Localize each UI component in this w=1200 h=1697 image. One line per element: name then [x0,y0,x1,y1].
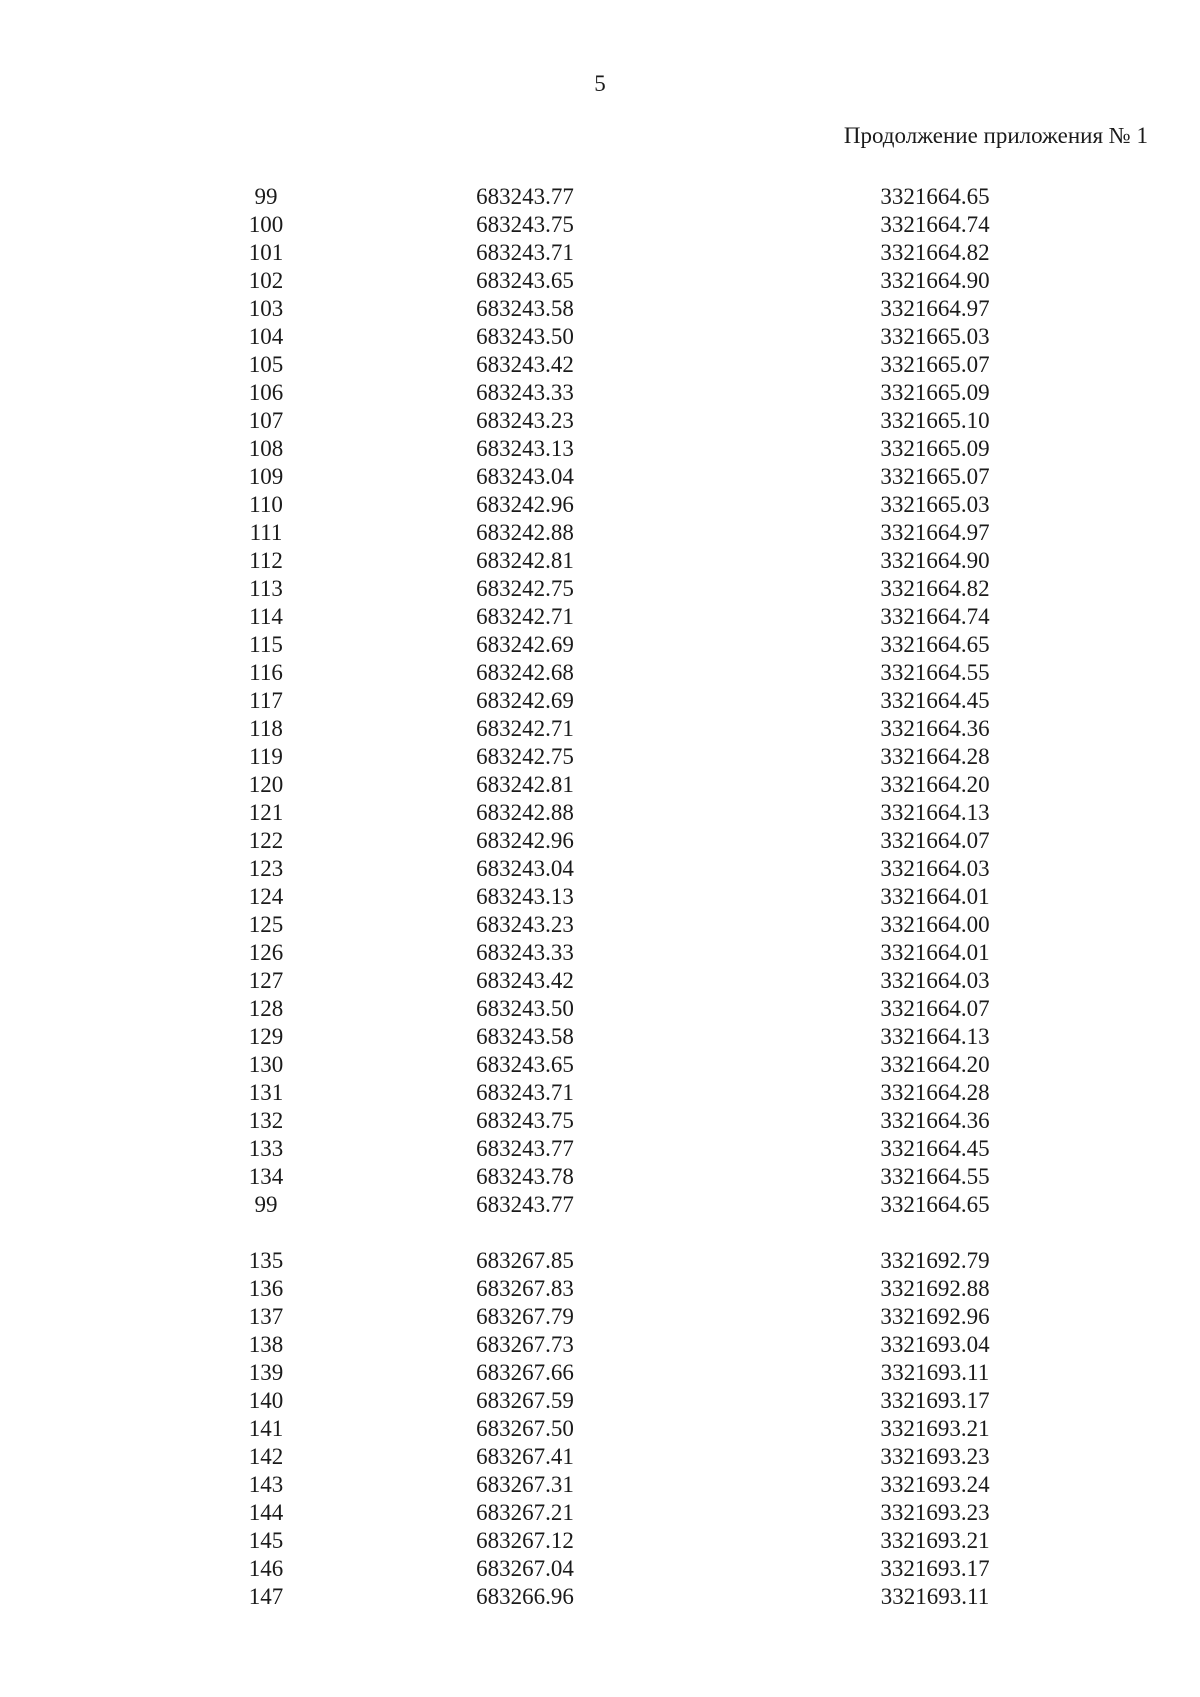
point-number-cell: 132 [248,1108,284,1133]
x-coordinate-cell: 683243.33 [476,380,574,405]
point-number-cell: 105 [248,352,284,377]
y-coordinate-cell: 3321664.00 [880,912,990,937]
table-row [0,1275,1200,1303]
y-coordinate-cell: 3321664.13 [880,1024,990,1049]
x-coordinate-cell: 683242.75 [476,744,574,769]
table-row [0,771,1200,799]
point-number-cell: 121 [248,800,284,825]
y-coordinate-cell: 3321693.17 [880,1556,990,1581]
y-coordinate-cell: 3321693.17 [880,1388,990,1413]
y-coordinate-cell: 3321664.28 [880,1080,990,1105]
page-number: 5 [594,71,606,96]
point-number-cell: 99 [254,1192,278,1217]
y-coordinate-cell: 3321693.21 [880,1528,990,1553]
table-row [0,519,1200,547]
x-coordinate-cell: 683243.71 [476,1080,574,1105]
table-row [0,715,1200,743]
point-number-cell: 143 [248,1472,284,1497]
x-coordinate-cell: 683243.04 [476,464,574,489]
y-coordinate-cell: 3321664.45 [880,688,990,713]
point-number-cell: 122 [248,828,284,853]
table-row [0,631,1200,659]
point-number-cell: 125 [248,912,284,937]
y-coordinate-cell: 3321664.97 [880,296,990,321]
point-number-cell: 127 [248,968,284,993]
x-coordinate-cell: 683243.13 [476,436,574,461]
x-coordinate-cell: 683267.59 [476,1388,574,1413]
point-number-cell: 123 [248,856,284,881]
y-coordinate-cell: 3321693.21 [880,1416,990,1441]
table-row [0,1303,1200,1331]
table-row [0,687,1200,715]
table-row [0,1191,1200,1219]
point-number-cell: 144 [248,1500,284,1525]
x-coordinate-cell: 683243.13 [476,884,574,909]
x-coordinate-cell: 683242.71 [476,716,574,741]
x-coordinate-cell: 683242.88 [476,520,574,545]
y-coordinate-cell: 3321664.74 [880,212,990,237]
x-coordinate-cell: 683243.23 [476,408,574,433]
point-number-cell: 101 [248,240,284,265]
table-row [0,1107,1200,1135]
x-coordinate-cell: 683243.50 [476,996,574,1021]
coordinate-block [0,183,1200,1219]
point-number-cell: 136 [248,1276,284,1301]
x-coordinate-cell: 683242.68 [476,660,574,685]
table-row [0,743,1200,771]
x-coordinate-cell: 683267.83 [476,1276,574,1301]
point-number-cell: 128 [248,996,284,1021]
y-coordinate-cell: 3321665.03 [880,324,990,349]
y-coordinate-cell: 3321664.01 [880,884,990,909]
x-coordinate-cell: 683243.77 [476,1136,574,1161]
y-coordinate-cell: 3321664.36 [880,716,990,741]
point-number-cell: 139 [248,1360,284,1385]
y-coordinate-cell: 3321693.04 [880,1332,990,1357]
table-row [0,463,1200,491]
y-coordinate-cell: 3321665.09 [880,380,990,405]
y-coordinate-cell: 3321693.23 [880,1500,990,1525]
point-number-cell: 142 [248,1444,284,1469]
x-coordinate-cell: 683243.75 [476,212,574,237]
point-number-cell: 140 [248,1388,284,1413]
y-coordinate-cell: 3321664.97 [880,520,990,545]
point-number-cell: 124 [248,884,284,909]
y-coordinate-cell: 3321664.65 [880,1192,990,1217]
y-coordinate-cell: 3321665.07 [880,352,990,377]
point-number-cell: 138 [248,1332,284,1357]
point-number-cell: 108 [248,436,284,461]
point-number-cell: 147 [248,1584,284,1609]
point-number-cell: 109 [248,464,284,489]
point-number-cell: 104 [248,324,284,349]
table-row [0,1163,1200,1191]
y-coordinate-cell: 3321664.82 [880,240,990,265]
point-number-cell: 129 [248,1024,284,1049]
x-coordinate-cell: 683242.96 [476,828,574,853]
point-number-cell: 119 [249,744,283,769]
table-row [0,491,1200,519]
y-coordinate-cell: 3321664.74 [880,604,990,629]
y-coordinate-cell: 3321693.24 [880,1472,990,1497]
table-row [0,855,1200,883]
table-row [0,435,1200,463]
y-coordinate-cell: 3321664.36 [880,1108,990,1133]
table-row [0,603,1200,631]
table-row [0,295,1200,323]
x-coordinate-cell: 683242.88 [476,800,574,825]
point-number-cell: 145 [248,1528,284,1553]
x-coordinate-cell: 683267.85 [476,1248,574,1273]
table-row [0,575,1200,603]
coordinate-table [0,183,1200,1611]
x-coordinate-cell: 683243.71 [476,240,574,265]
table-row [0,1387,1200,1415]
x-coordinate-cell: 683243.42 [476,352,574,377]
table-row [0,967,1200,995]
x-coordinate-cell: 683267.31 [476,1472,574,1497]
point-number-cell: 99 [254,184,278,209]
table-row [0,239,1200,267]
point-number-cell: 117 [249,688,283,713]
y-coordinate-cell: 3321664.55 [880,660,990,685]
x-coordinate-cell: 683243.33 [476,940,574,965]
table-row [0,911,1200,939]
table-row [0,323,1200,351]
table-row [0,1331,1200,1359]
table-row [0,659,1200,687]
point-number-cell: 100 [248,212,284,237]
point-number-cell: 120 [248,772,284,797]
table-row [0,1079,1200,1107]
table-row [0,1555,1200,1583]
y-coordinate-cell: 3321693.11 [880,1360,990,1385]
y-coordinate-cell: 3321664.45 [880,1136,990,1161]
point-number-cell: 116 [249,660,283,685]
x-coordinate-cell: 683267.04 [476,1556,574,1581]
x-coordinate-cell: 683243.23 [476,912,574,937]
point-number-cell: 137 [248,1304,284,1329]
table-row [0,1443,1200,1471]
y-coordinate-cell: 3321664.65 [880,632,990,657]
table-row [0,267,1200,295]
x-coordinate-cell: 683267.50 [476,1416,574,1441]
table-row [0,1527,1200,1555]
point-number-cell: 110 [249,492,283,517]
point-number-cell: 102 [248,268,284,293]
point-number-cell: 141 [248,1416,284,1441]
table-row [0,407,1200,435]
y-coordinate-cell: 3321692.88 [880,1276,990,1301]
x-coordinate-cell: 683243.42 [476,968,574,993]
y-coordinate-cell: 3321664.07 [880,828,990,853]
y-coordinate-cell: 3321692.79 [880,1248,990,1273]
x-coordinate-cell: 683267.73 [476,1332,574,1357]
y-coordinate-cell: 3321665.03 [880,492,990,517]
x-coordinate-cell: 683267.41 [476,1444,574,1469]
table-row [0,183,1200,211]
table-row [0,939,1200,967]
x-coordinate-cell: 683266.96 [476,1584,574,1609]
y-coordinate-cell: 3321664.01 [880,940,990,965]
x-coordinate-cell: 683243.04 [476,856,574,881]
y-coordinate-cell: 3321664.20 [880,1052,990,1077]
point-number-cell: 146 [248,1556,284,1581]
table-row [0,827,1200,855]
point-number-cell: 114 [249,604,283,629]
y-coordinate-cell: 3321665.07 [880,464,990,489]
y-coordinate-cell: 3321692.96 [880,1304,990,1329]
table-row [0,379,1200,407]
y-coordinate-cell: 3321664.55 [880,1164,990,1189]
x-coordinate-cell: 683267.21 [476,1500,574,1525]
x-coordinate-cell: 683267.79 [476,1304,574,1329]
y-coordinate-cell: 3321664.13 [880,800,990,825]
x-coordinate-cell: 683242.71 [476,604,574,629]
x-coordinate-cell: 683242.69 [476,632,574,657]
x-coordinate-cell: 683243.58 [476,296,574,321]
y-coordinate-cell: 3321664.82 [880,576,990,601]
point-number-cell: 112 [249,548,283,573]
x-coordinate-cell: 683243.50 [476,324,574,349]
point-number-cell: 106 [248,380,284,405]
point-number-cell: 135 [248,1248,284,1273]
point-number-cell: 103 [248,296,284,321]
appendix-continuation-heading: Продолжение приложения № 1 [843,123,1148,148]
point-number-cell: 133 [248,1136,284,1161]
y-coordinate-cell: 3321665.09 [880,436,990,461]
point-number-cell: 115 [249,632,283,657]
table-row [0,1415,1200,1443]
x-coordinate-cell: 683267.12 [476,1528,574,1553]
table-row [0,1247,1200,1275]
y-coordinate-cell: 3321664.03 [880,968,990,993]
table-row [0,1023,1200,1051]
table-row [0,1051,1200,1079]
point-number-cell: 111 [249,520,283,545]
table-row [0,883,1200,911]
y-coordinate-cell: 3321693.23 [880,1444,990,1469]
table-row [0,1583,1200,1611]
y-coordinate-cell: 3321664.03 [880,856,990,881]
y-coordinate-cell: 3321665.10 [880,408,990,433]
y-coordinate-cell: 3321664.20 [880,772,990,797]
point-number-cell: 131 [248,1080,284,1105]
x-coordinate-cell: 683242.81 [476,772,574,797]
x-coordinate-cell: 683267.66 [476,1360,574,1385]
x-coordinate-cell: 683243.58 [476,1024,574,1049]
x-coordinate-cell: 683242.96 [476,492,574,517]
x-coordinate-cell: 683243.65 [476,1052,574,1077]
coordinate-block [0,1247,1200,1611]
point-number-cell: 113 [249,576,283,601]
point-number-cell: 130 [248,1052,284,1077]
x-coordinate-cell: 683243.77 [476,1192,574,1217]
point-number-cell: 134 [248,1164,284,1189]
point-number-cell: 107 [248,408,284,433]
table-row [0,1359,1200,1387]
table-row [0,1471,1200,1499]
x-coordinate-cell: 683243.78 [476,1164,574,1189]
y-coordinate-cell: 3321664.90 [880,268,990,293]
table-row [0,211,1200,239]
y-coordinate-cell: 3321664.90 [880,548,990,573]
x-coordinate-cell: 683243.75 [476,1108,574,1133]
x-coordinate-cell: 683242.69 [476,688,574,713]
table-row [0,547,1200,575]
table-row [0,1499,1200,1527]
table-row [0,995,1200,1023]
table-row [0,1135,1200,1163]
y-coordinate-cell: 3321664.07 [880,996,990,1021]
x-coordinate-cell: 683243.77 [476,184,574,209]
point-number-cell: 126 [248,940,284,965]
x-coordinate-cell: 683242.75 [476,576,574,601]
table-row [0,799,1200,827]
x-coordinate-cell: 683243.65 [476,268,574,293]
table-row [0,351,1200,379]
point-number-cell: 118 [249,716,283,741]
x-coordinate-cell: 683242.81 [476,548,574,573]
y-coordinate-cell: 3321664.28 [880,744,990,769]
y-coordinate-cell: 3321664.65 [880,184,990,209]
y-coordinate-cell: 3321693.11 [880,1584,990,1609]
